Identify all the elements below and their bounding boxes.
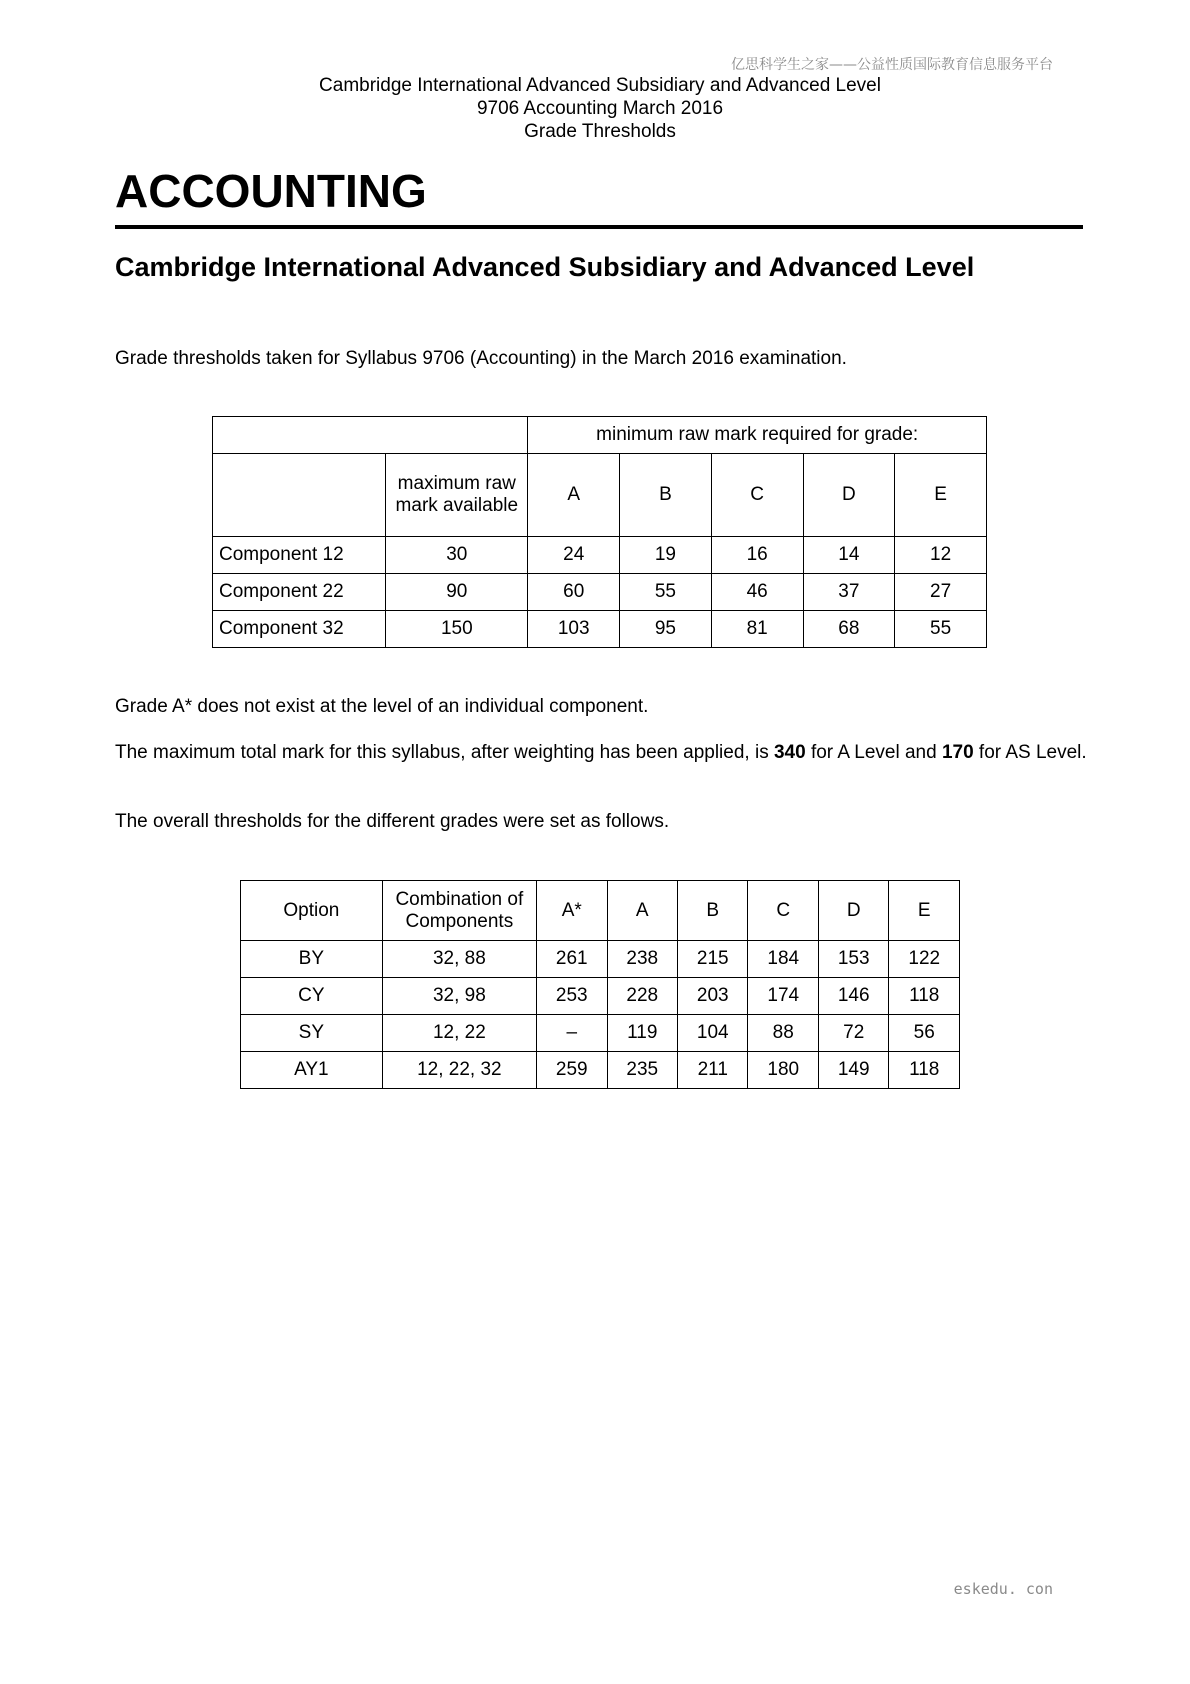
component-label: Component 12 xyxy=(213,537,386,574)
intro-text: Grade thresholds taken for Syllabus 9706 (Accounting) in the March 2016 examination. xyxy=(115,348,847,369)
page-title: ACCOUNTING xyxy=(115,165,427,217)
component-label: Component 32 xyxy=(213,611,386,648)
column-header: C xyxy=(748,881,818,941)
header-line-3: Grade Thresholds xyxy=(524,121,676,142)
component-label: Component 22 xyxy=(213,574,386,611)
threshold-cell: 211 xyxy=(678,1052,748,1089)
table-row xyxy=(241,1052,960,1089)
overall-intro-text: The overall thresholds for the different grades were set as follows. xyxy=(115,811,670,832)
max-mark-header: maximum raw mark available xyxy=(386,454,528,537)
threshold-cell: 119 xyxy=(607,1015,677,1052)
grade-header: D xyxy=(803,454,895,537)
threshold-cell: 68 xyxy=(803,611,895,648)
page-header xyxy=(0,74,1190,143)
threshold-cell: 122 xyxy=(889,941,960,978)
max-mark-cell: 90 xyxy=(386,574,528,611)
title-divider xyxy=(115,225,1083,229)
max-total-post: for AS Level. xyxy=(973,742,1087,763)
header-line-2: 9706 Accounting March 2016 xyxy=(476,98,724,119)
threshold-cell: 215 xyxy=(678,941,748,978)
table-row xyxy=(213,417,987,454)
combination-cell: 32, 88 xyxy=(382,941,536,978)
threshold-cell: 60 xyxy=(528,574,620,611)
threshold-cell: 27 xyxy=(895,574,987,611)
table-header-row xyxy=(241,881,960,941)
table-header-row xyxy=(213,454,987,537)
header-line-1: Cambridge International Advanced Subsidiary and Advanced Level xyxy=(319,75,881,96)
threshold-cell: 81 xyxy=(711,611,803,648)
option-cell: BY xyxy=(241,941,383,978)
a-level-max-mark: 340 xyxy=(773,742,806,763)
threshold-cell: 118 xyxy=(889,1052,960,1089)
column-header: A* xyxy=(537,881,607,941)
threshold-cell: 118 xyxy=(889,978,960,1015)
grade-header: E xyxy=(895,454,987,537)
watermark-bottom: eskedu. con xyxy=(953,1580,1053,1598)
column-header: E xyxy=(889,881,960,941)
threshold-cell: 238 xyxy=(607,941,677,978)
threshold-cell: 103 xyxy=(528,611,620,648)
combination-cell: 32, 98 xyxy=(382,978,536,1015)
threshold-cell: 56 xyxy=(889,1015,960,1052)
threshold-cell: 174 xyxy=(748,978,818,1015)
watermark-top: 亿思科学生之家——公益性质国际教育信息服务平台 xyxy=(731,57,1053,73)
grade-header: B xyxy=(620,454,712,537)
max-total-text xyxy=(115,741,1090,764)
combination-cell: 12, 22 xyxy=(382,1015,536,1052)
component-thresholds-table xyxy=(212,416,987,648)
option-cell: AY1 xyxy=(241,1052,383,1089)
grade-header: C xyxy=(711,454,803,537)
threshold-cell: 153 xyxy=(818,941,888,978)
table-cell-empty xyxy=(213,454,386,537)
page-subtitle: Cambridge International Advanced Subsidiary and Advanced Level xyxy=(115,252,975,282)
threshold-cell: 146 xyxy=(818,978,888,1015)
threshold-cell: 55 xyxy=(620,574,712,611)
table-cell-empty xyxy=(213,417,528,454)
table-row xyxy=(241,1015,960,1052)
threshold-cell: 228 xyxy=(607,978,677,1015)
threshold-cell: 37 xyxy=(803,574,895,611)
threshold-cell: 253 xyxy=(537,978,607,1015)
combination-cell: 12, 22, 32 xyxy=(382,1052,536,1089)
threshold-cell: 16 xyxy=(711,537,803,574)
column-header: B xyxy=(678,881,748,941)
threshold-cell: 19 xyxy=(620,537,712,574)
grade-header: A xyxy=(528,454,620,537)
column-header: A xyxy=(607,881,677,941)
threshold-cell: 180 xyxy=(748,1052,818,1089)
table-row xyxy=(241,978,960,1015)
option-thresholds-table xyxy=(240,880,960,1089)
threshold-cell: 24 xyxy=(528,537,620,574)
max-total-pre: The maximum total mark for this syllabus, after weighting has been applied, is xyxy=(115,742,774,763)
max-mark-cell: 30 xyxy=(386,537,528,574)
table-row xyxy=(213,537,987,574)
column-header: Option xyxy=(241,881,383,941)
threshold-cell: 235 xyxy=(607,1052,677,1089)
threshold-cell: 12 xyxy=(895,537,987,574)
threshold-cell: 149 xyxy=(818,1052,888,1089)
threshold-cell: 46 xyxy=(711,574,803,611)
threshold-cell: 55 xyxy=(895,611,987,648)
table-row xyxy=(213,574,987,611)
threshold-cell: 259 xyxy=(537,1052,607,1089)
option-cell: CY xyxy=(241,978,383,1015)
threshold-cell: 72 xyxy=(818,1015,888,1052)
threshold-cell: – xyxy=(537,1015,607,1052)
threshold-cell: 95 xyxy=(620,611,712,648)
max-mark-cell: 150 xyxy=(386,611,528,648)
table-row xyxy=(213,611,987,648)
threshold-cell: 184 xyxy=(748,941,818,978)
astar-note: Grade A* does not exist at the level of an individual component. xyxy=(115,696,649,717)
threshold-cell: 203 xyxy=(678,978,748,1015)
threshold-cell: 104 xyxy=(678,1015,748,1052)
threshold-cell: 14 xyxy=(803,537,895,574)
grade-group-header: minimum raw mark required for grade: xyxy=(528,417,987,454)
as-level-max-mark: 170 xyxy=(941,742,974,763)
column-header: D xyxy=(818,881,888,941)
threshold-cell: 261 xyxy=(537,941,607,978)
column-header: Combination of Components xyxy=(382,881,536,941)
max-total-mid: for A Level and xyxy=(805,742,942,763)
option-cell: SY xyxy=(241,1015,383,1052)
table-row xyxy=(241,941,960,978)
threshold-cell: 88 xyxy=(748,1015,818,1052)
